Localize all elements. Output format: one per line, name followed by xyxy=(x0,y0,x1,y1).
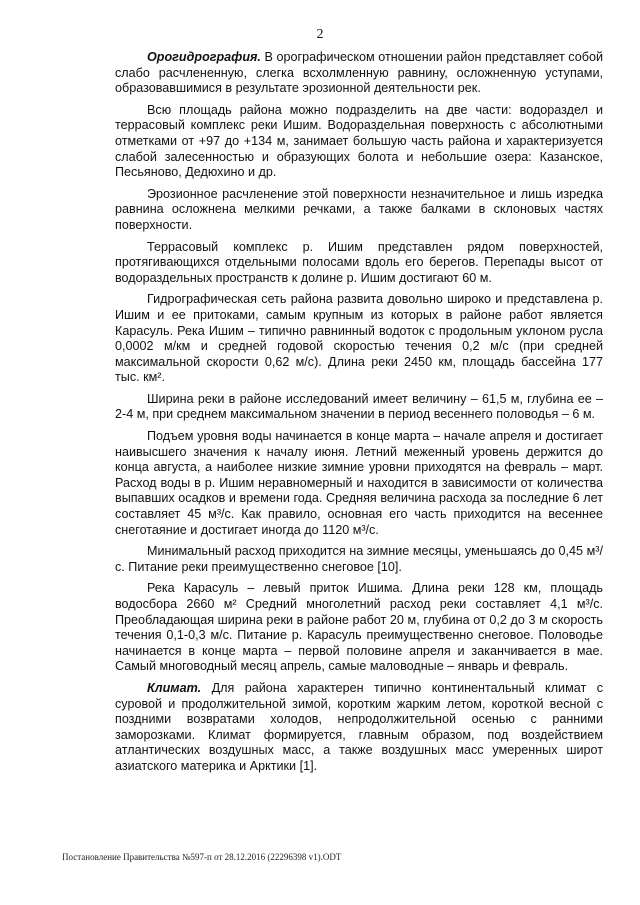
paragraph xyxy=(115,292,603,386)
paragraph-text: Подъем уровня воды начинается в конце марта – начале апреля и достигает наивысшего значения к началу июня. Летний меженный уровень держится до конца августа, а наиболее низкие зимние уровни приходятся на февраль – март. Расход воды в р. Ишим неравномерный и находится в зависимости от количества выпавших осадков и времени года. Средняя величина расхода за последние 6 лет составляет 45 м³/с. Как правило, основная его часть приходится на весеннее снеготаяние и достигает иногда до 1120 м³/с. xyxy=(115,429,603,537)
paragraph-text: Эрозионное расчленение этой поверхности незначительное и лишь изредка равнина осложнена мелкими речками, а также балками в склоновых частях поверхности. xyxy=(115,186,603,232)
paragraph-text: Для района характерен типично континентальный климат с суровой и продолжительной зимой, коротким жарким летом, короткой весной с поздними возвратами холодов, непродолжительной осенью с ранними заморозками. Климат формируется, главным образом, под воздействием атлантических воздушных масс, а также воздушных масс умеренных широт азиатского материка и Арктики [1]. xyxy=(115,680,603,773)
paragraph xyxy=(115,544,603,575)
paragraph-text: Ширина реки в районе исследований имеет величину – 61,5 м, глубина ее – 2-4 м, при среднем максимальном значении в период весеннего половодья – 6 м. xyxy=(115,391,603,422)
paragraph xyxy=(115,187,603,234)
paragraph-text: Террасовый комплекс р. Ишим представлен рядом поверхностей, протягивающихся отдельными полосами вдоль его берегов. Перепады высот от водораздельных пространств к долине р. Ишим достигают 60 м. xyxy=(115,239,603,285)
paragraph-text: Всю площадь района можно подразделить на две части: водораздел и террасовый комплекс реки Ишим. Водораздельная поверхность с абсолютными отметками от +97 до +134 м, занимает большую часть района и характеризуется слабой залесенностью и образующих болота и небольшие озера: Казанское, Песьяново, Дедюхино и др. xyxy=(115,102,603,180)
paragraph-climate xyxy=(115,681,603,775)
document-body xyxy=(115,50,603,781)
document-footer: Постановление Правительства №597-п от 28.12.2016 (22296398 v1).ODT xyxy=(62,852,342,862)
paragraph xyxy=(115,581,603,675)
paragraph xyxy=(115,103,603,181)
paragraph xyxy=(115,240,603,287)
section-heading-orohydrography: Орогидрография. xyxy=(147,50,261,64)
paragraph-text: В орографическом отношении район представляет собой слабо расчлененную, слегка всхолмленную равнину, осложненную уступами, образовавшимися в результате эрозионной деятельности рек. xyxy=(115,50,603,96)
paragraph-text: Минимальный расход приходится на зимние месяцы, уменьшаясь до 0,45 м³/с. Питание реки преимущественно снеговое [10]. xyxy=(115,544,603,574)
section-heading-climate: Климат. xyxy=(147,680,202,695)
paragraph-text: Гидрографическая сеть района развита довольно широко и представлена р. Ишим и ее притоками, самым крупным из которых в районе работ является Карасуль. Река Ишим – типично равнинный водоток с продольным уклоном русла 0,0002 м/км и средней годовой скоростью течения 0,2 м/с (при средней максимальной скорости 0,62 м/с). Длина реки 2450 км, площадь бассейна 177 тыс. км². xyxy=(115,292,603,385)
paragraph xyxy=(115,392,603,423)
paragraph-orohydrography xyxy=(115,50,603,97)
page-number: 2 xyxy=(316,27,324,42)
paragraph xyxy=(115,429,603,538)
paragraph-text: Река Карасуль – левый приток Ишима. Длина реки 128 км, площадь водосбора 2660 м² Средний многолетний расход реки составляет 4,1 м³/с. Преобладающая ширина реки в районе работ 20 м, глубина от 0,2 до 3 м скорость течения 0,1-0,3 м/с. Питание р. Карасуль преимущественно снеговое. Половодье начинается в конце марта – первой половине апреля и заканчивается в мае. Самый многоводный месяц апрель, самые маловодные – январь и февраль. xyxy=(115,581,603,674)
